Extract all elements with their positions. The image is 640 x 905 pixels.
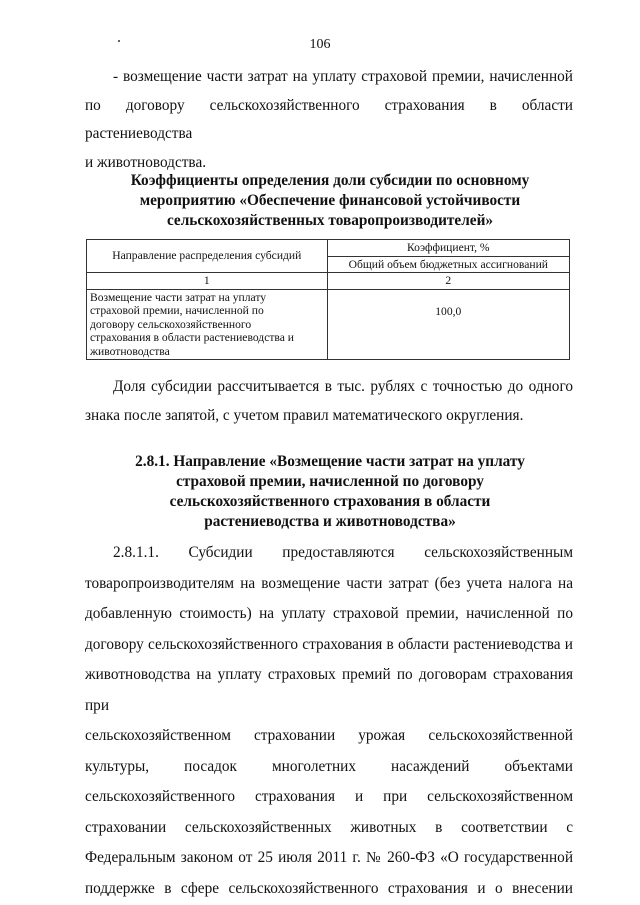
share-line: Доля субсидии рассчитывается в тыс. рублях с точностью до одного (113, 378, 573, 395)
header-direction: Направление распределения субсидий (87, 240, 328, 273)
column-number-2: 2 (327, 273, 569, 290)
intro-line: по договору сельскохозяйственного страхования в области растениеводства (85, 96, 573, 143)
row-direction-line: животноводства (90, 344, 170, 358)
row-direction-line: договору сельскохозяйственного (90, 317, 252, 331)
header-coefficient: Коэффициент, % (327, 240, 569, 257)
table-column-number-row (87, 273, 570, 290)
main-line: животноводства на уплату страховых премий по договорам страхования при (85, 666, 573, 714)
table-row (87, 289, 570, 360)
row-coefficient-value: 100,0 (327, 289, 569, 360)
main-line: договору сельскохозяйственного страхования в области растениеводства и (85, 635, 573, 653)
table-header-row (87, 240, 570, 257)
share-line: знака после запятой, с учетом правил математического округления. (85, 406, 524, 424)
main-line: поддержке в сфере сельскохозяйственного страхования и о внесении (85, 879, 573, 897)
main-line: 2.8.1.1. Субсидии предоставляются сельскохозяйственным (113, 544, 573, 561)
main-line: культуры, посадок многолетних насаждений объектами (85, 757, 573, 775)
row-direction-line: Возмещение части затрат на уплату (90, 290, 267, 304)
intro-paragraph (85, 63, 573, 177)
heading-line: Коэффициенты определения доли субсидии по основному (130, 172, 530, 189)
main-line: Федеральным законом от 25 июля 2011 г. № 260-ФЗ «О государственной (85, 849, 573, 866)
coefficients-heading (100, 171, 560, 231)
main-line: страховании сельскохозяйственных животных в соответствии с (85, 818, 573, 836)
row-direction-line: страховой премии, начисленной по (90, 304, 264, 317)
coefficients-table (86, 239, 570, 360)
share-paragraph (85, 373, 573, 430)
header-total-budget: Общий объем бюджетных ассигнований (327, 256, 569, 273)
row-direction (87, 289, 328, 360)
heading-line: сельскохозяйственных товаропроизводителей» (166, 212, 494, 229)
heading-line: растениеводства и животноводства» (204, 513, 456, 530)
heading-line: 2.8.1. Направление «Возмещение части затрат на уплату (135, 453, 525, 470)
intro-line: - возмещение части затрат на уплату страховой премии, начисленной (113, 68, 573, 85)
scan-speck (118, 40, 120, 42)
heading-line: мероприятию «Обеспечение финансовой устойчивости (139, 192, 521, 209)
page-number: 106 (309, 37, 331, 52)
column-number-1: 1 (87, 273, 328, 290)
section-heading (100, 452, 560, 532)
main-line: сельскохозяйственного страхования и при сельскохозяйственном (85, 788, 573, 805)
main-paragraph (85, 538, 573, 904)
row-direction-line: страхования в области растениеводства и (90, 331, 294, 344)
heading-line: сельскохозяйственного страхования в области (169, 493, 491, 510)
main-line: товаропроизводителям на возмещение части затрат (без учета налога на (85, 574, 573, 592)
heading-line: страховой премии, начисленной по договору (176, 473, 484, 490)
main-line: добавленную стоимость) на уплату страховой премии, начисленной по (85, 605, 573, 622)
intro-line: и животноводства. (85, 153, 207, 171)
main-line: сельскохозяйственном страховании урожая сельскохозяйственной (85, 727, 573, 744)
